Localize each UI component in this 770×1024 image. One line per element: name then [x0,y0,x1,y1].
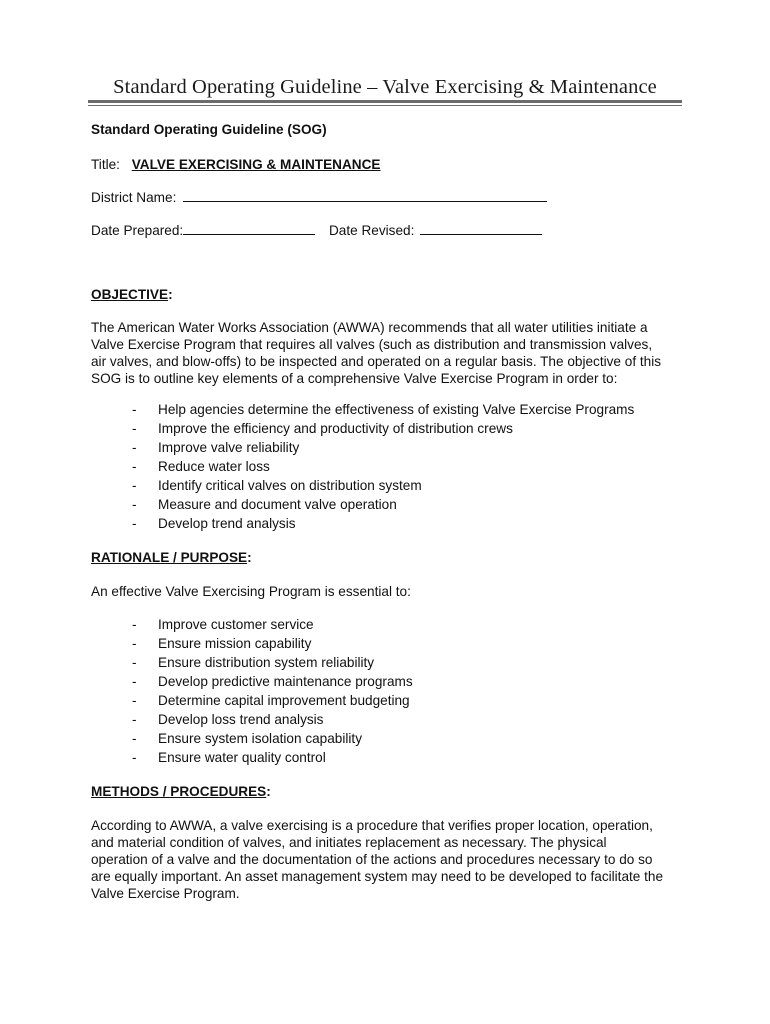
methods-heading-text: METHODS / PROCEDURES [91,784,267,799]
bullet-dash: - [132,516,137,531]
paragraph-line: operation of a valve and the documentation of the actions and procedures necessary to do so [91,852,653,867]
title-label: Title: [91,157,120,172]
bullet-dash: - [132,402,137,417]
list-item-text: Improve valve reliability [158,440,300,455]
date-prepared-blank[interactable] [183,222,315,235]
list-item-text: Ensure water quality control [158,750,326,765]
list-item-text: Help agencies determine the effectiveness of existing Valve Exercise Programs [158,402,635,417]
methods-paragraph [91,817,691,902]
title-value: VALVE EXERCISING & MAINTENANCE [131,157,381,172]
objective-heading-colon: : [168,287,173,302]
date-revised-label: Date Revised: [328,223,415,238]
paragraph-line: and material condition of valves, and initiates replacement as necessary. The physical [91,835,607,850]
header-title: Standard Operating Guideline – Valve Exercising & Maintenance [113,76,657,98]
list-item-text: Measure and document valve operation [158,497,397,512]
bullet-dash: - [132,674,137,689]
objective-heading-text: OBJECTIVE [91,287,169,302]
header-rule-thick [88,100,682,103]
objective-paragraph [91,319,691,387]
paragraph-line: According to AWWA, a valve exercising is a procedure that verifies proper location, operation, [91,818,653,833]
list-item-text: Ensure system isolation capability [158,731,362,746]
bullet-dash: - [132,459,137,474]
list-item-text: Identify critical valves on distribution system [158,478,422,493]
bullet-dash: - [132,655,137,670]
date-revised-blank[interactable] [420,222,542,235]
district-blank[interactable] [183,189,547,202]
list-item-text: Develop predictive maintenance programs [158,674,413,689]
header-rule-thin [88,105,682,106]
rationale-heading-colon: : [247,550,252,565]
district-label: District Name: [91,190,177,205]
district-field [91,189,547,205]
bullet-dash: - [132,617,137,632]
bullet-dash: - [132,421,137,436]
date-prepared-label: Date Prepared: [91,223,184,238]
title-field [91,157,380,172]
objective-heading [91,287,173,302]
paragraph-line: The American Water Works Association (AWWA) recommends that all water utilities initiate a [91,320,648,335]
list-item-text: Reduce water loss [158,459,270,474]
list-item-text: Improve customer service [158,617,314,632]
bullet-dash: - [132,750,137,765]
bullet-dash: - [132,731,137,746]
paragraph-line: are equally important. An asset management system may need to be developed to facilitate the [91,869,664,884]
methods-heading [91,784,271,799]
bullet-dash: - [132,712,137,727]
list-item-text: Ensure mission capability [158,636,312,651]
bullet-dash: - [132,497,137,512]
dates-field [91,222,542,238]
paragraph-line: air valves, and blow-offs) to be inspected and operated on a regular basis. The objective of this [91,354,662,369]
rationale-intro: An effective Valve Exercising Program is essential to: [91,584,411,599]
paragraph-line: SOG is to outline key elements of a comprehensive Valve Exercise Program in order to: [91,371,618,386]
sog-label: Standard Operating Guideline (SOG) [91,122,327,137]
methods-heading-colon: : [266,784,271,799]
paragraph-line: Valve Exercise Program. [91,886,240,901]
list-item-text: Improve the efficiency and productivity of distribution crews [158,421,513,436]
rationale-heading [91,550,252,565]
bullet-dash: - [132,636,137,651]
page-header [88,74,682,100]
rationale-heading-text: RATIONALE / PURPOSE [91,550,248,565]
paragraph-line: Valve Exercise Program that requires all valves (such as distribution and transmission valves, [91,337,653,352]
bullet-dash: - [132,440,137,455]
bullet-dash: - [132,478,137,493]
bullet-dash: - [132,693,137,708]
list-item-text: Ensure distribution system reliability [158,655,375,670]
list-item-text: Develop trend analysis [158,516,296,531]
list-item-text: Determine capital improvement budgeting [158,693,410,708]
list-item-text: Develop loss trend analysis [158,712,324,727]
